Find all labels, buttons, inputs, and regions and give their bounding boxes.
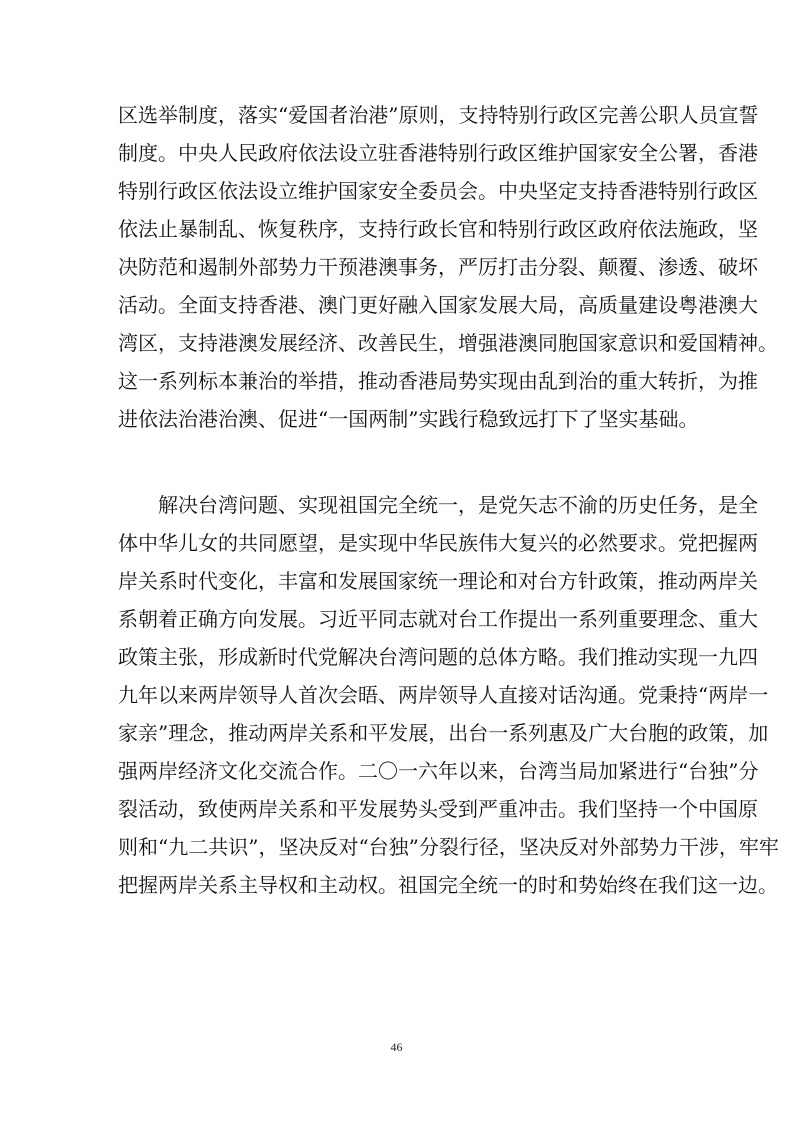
text-line: 九年以来两岸领导人首次会晤、两岸领导人直接对话沟通。党秉持“两岸一 <box>118 683 769 707</box>
text-line: 岸关系时代变化，丰富和发展国家统一理论和对台方针政策，推动两岸关 <box>118 569 758 593</box>
text-line: 湾区，支持港澳发展经济、改善民生，增强港澳同胞国家意识和爱国精神。 <box>118 331 778 355</box>
text-line-first: 解决台湾问题、实现祖国完全统一，是党矢志不渝的历史任务，是全 <box>158 493 758 517</box>
text-line: 进依法治港治澳、促进“一国两制”实践行稳致远打下了坚实基础。 <box>118 407 699 431</box>
paragraph-hong-kong-macao <box>118 96 778 438</box>
text-line: 区选举制度，落实“爱国者治港”原则，支持特别行政区完善公职人员宣誓 <box>118 103 759 127</box>
text-line: 决防范和遏制外部势力干预港澳事务，严厉打击分裂、颠覆、渗透、破坏 <box>118 255 758 279</box>
text-line: 政策主张，形成新时代党解决台湾问题的总体方略。我们推动实现一九四 <box>118 645 758 669</box>
text-line: 体中华儿女的共同愿望，是实现中华民族伟大复兴的必然要求。党把握两 <box>118 531 758 555</box>
paragraph-taiwan <box>118 486 779 904</box>
text-line: 家亲”理念，推动两岸关系和平发展，出台一系列惠及广大台胞的政策，加 <box>118 721 769 745</box>
text-line: 特别行政区依法设立维护国家安全委员会。中央坚定支持香港特别行政区 <box>118 179 758 203</box>
text-line: 系朝着正确方向发展。习近平同志就对台工作提出一系列重要理念、重大 <box>118 607 758 631</box>
page-number: 46 <box>390 1040 403 1054</box>
text-line: 依法止暴制乱、恢复秩序，支持行政长官和特别行政区政府依法施政，坚 <box>118 217 758 241</box>
text-line: 这一系列标本兼治的举措，推动香港局势实现由乱到治的重大转折，为推 <box>118 369 758 393</box>
text-line: 把握两岸关系主导权和主动权。祖国完全统一的时和势始终在我们这一边。 <box>118 873 778 897</box>
text-line: 强两岸经济文化交流合作。二〇一六年以来，台湾当局加紧进行“台独”分 <box>118 759 759 783</box>
text-line: 裂活动，致使两岸关系和平发展势头受到严重冲击。我们坚持一个中国原 <box>118 797 758 821</box>
text-line: 则和“九二共识”，坚决反对“台独”分裂行径，坚决反对外部势力干涉，牢牢 <box>118 835 779 859</box>
text-line: 活动。全面支持香港、澳门更好融入国家发展大局，高质量建设粤港澳大 <box>118 293 758 317</box>
text-line: 制度。中央人民政府依法设立驻香港特别行政区维护国家安全公署，香港 <box>118 141 758 165</box>
